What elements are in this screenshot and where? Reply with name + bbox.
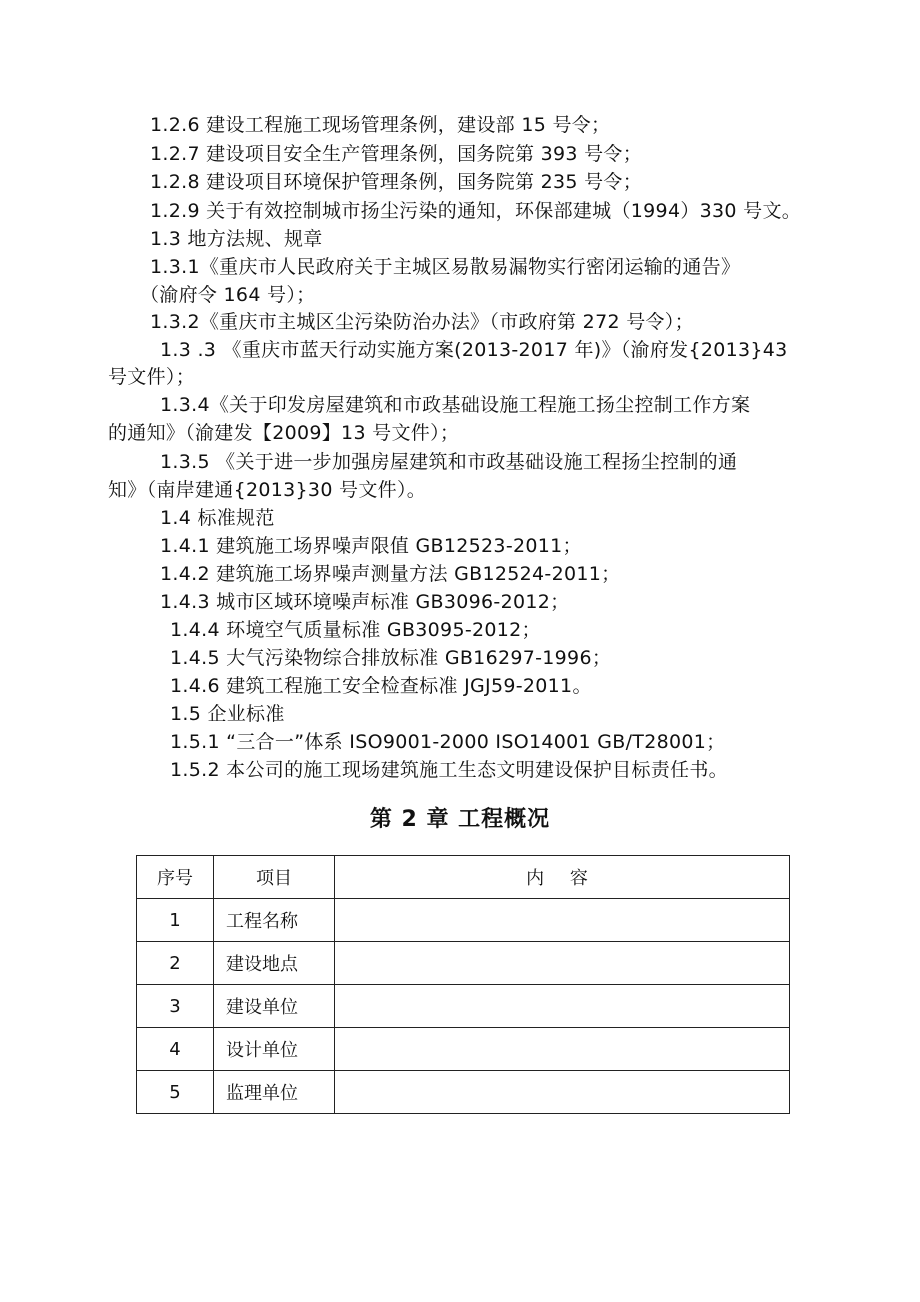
text-line: 1.5.2 本公司的施工现场建筑施工生态文明建设保护目标责任书。 — [170, 759, 728, 781]
row-content — [335, 1071, 790, 1114]
row-number: 3 — [137, 985, 214, 1028]
text-line: 1.4 标准规范 — [160, 507, 275, 529]
row-content — [335, 985, 790, 1028]
header-cell-content: 内 容 — [335, 856, 790, 899]
row-content — [335, 942, 790, 985]
text-line: 知》（南岸建通{2013}30 号文件）。 — [108, 479, 427, 501]
text-line: 1.3 地方法规、规章 — [150, 228, 323, 250]
row-item: 设计单位 — [214, 1028, 335, 1071]
row-number: 1 — [137, 899, 214, 942]
text-line: 1.3.4《关于印发房屋建筑和市政基础设施工程施工扬尘控制工作方案 — [160, 394, 751, 416]
row-number: 2 — [137, 942, 214, 985]
text-line: 的通知》（渝建发【2009】13 号文件）； — [108, 422, 460, 444]
project-overview-table — [136, 855, 790, 1114]
text-line: 1.3.2《重庆市主城区尘污染防治办法》（市政府第 272 号令）； — [150, 311, 694, 333]
text-line: 1.4.1 建筑施工场界噪声限值 GB12523-2011； — [160, 535, 582, 557]
text-line: 1.2.9 关于有效控制城市扬尘污染的通知，环保部建城（1994）330 号文。 — [150, 200, 802, 222]
text-line: 1.3.5 《关于进一步加强房屋建筑和市政基础设施工程扬尘控制的通 — [160, 451, 738, 473]
text-line: 1.4.6 建筑工程施工安全检查标准 JGJ59-2011。 — [170, 675, 592, 697]
table-row — [137, 985, 790, 1028]
row-content — [335, 1028, 790, 1071]
text-line: 1.2.7 建设项目安全生产管理条例，国务院第 393 号令； — [150, 143, 643, 165]
row-content — [335, 899, 790, 942]
table-row — [137, 1071, 790, 1114]
text-line: 1.2.8 建设项目环境保护管理条例，国务院第 235 号令； — [150, 171, 643, 193]
table-row — [137, 899, 790, 942]
text-line: （渝府令 164 号）； — [140, 284, 316, 306]
row-item: 建设地点 — [214, 942, 335, 985]
text-line: 1.4.3 城市区域环境噪声标准 GB3096-2012； — [160, 591, 570, 613]
text-line: 1.2.6 建设工程施工现场管理条例，建设部 15 号令； — [150, 114, 611, 136]
text-line: 1.3 .3 《重庆市蓝天行动实施方案(2013-2017 年)》（渝府发{2013}43 — [160, 339, 788, 361]
text-line: 1.4.2 建筑施工场界噪声测量方法 GB12524-2011； — [160, 563, 621, 585]
table-header-row — [137, 856, 790, 899]
header-cell-number: 序号 — [137, 856, 214, 899]
text-line: 号文件）； — [108, 366, 196, 388]
text-line: 1.4.5 大气污染物综合排放标准 GB16297-1996； — [170, 647, 612, 669]
text-line: 1.5.1 “三合一”体系 ISO9001-2000 ISO14001 GB/T28001； — [170, 731, 726, 753]
row-item: 监理单位 — [214, 1071, 335, 1114]
row-item: 工程名称 — [214, 899, 335, 942]
row-number: 4 — [137, 1028, 214, 1071]
table-row — [137, 942, 790, 985]
header-cell-item: 项目 — [214, 856, 335, 899]
text-line: 1.5 企业标准 — [170, 703, 285, 725]
row-number: 5 — [137, 1071, 214, 1114]
table-row — [137, 1028, 790, 1071]
row-item: 建设单位 — [214, 985, 335, 1028]
chapter-title: 第 2 章 工程概况 — [369, 807, 551, 832]
text-line: 1.3.1《重庆市人民政府关于主城区易散易漏物实行密闭运输的通告》 — [150, 256, 741, 278]
text-line: 1.4.4 环境空气质量标准 GB3095-2012； — [170, 619, 541, 641]
